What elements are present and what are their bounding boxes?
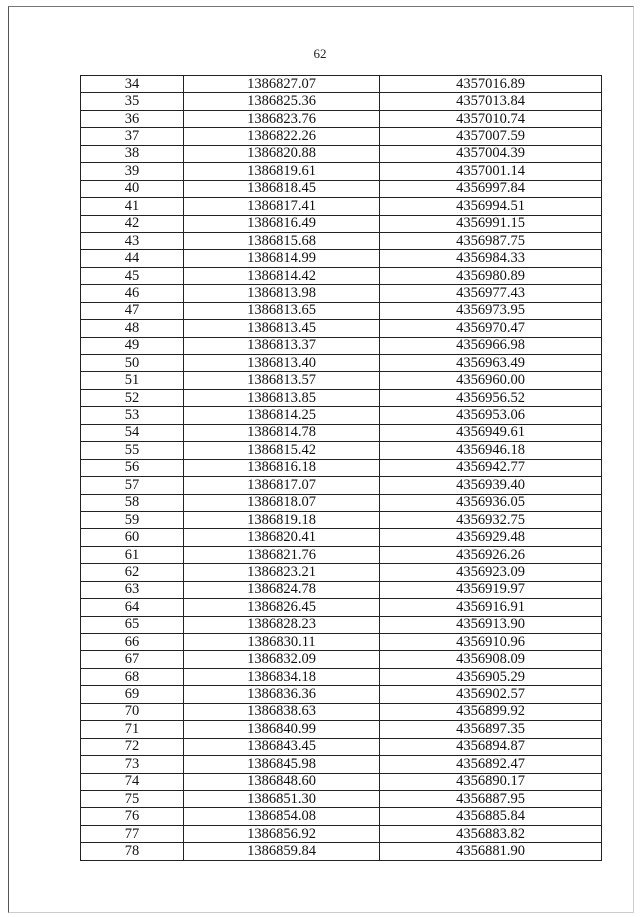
table-row [81,825,602,842]
y-coordinate-cell: 4357004.39 [380,145,602,162]
x-coordinate-cell: 1386813.40 [184,355,380,372]
point-number-cell: 70 [81,703,184,720]
table-row [81,581,602,598]
x-coordinate-cell: 1386819.18 [184,511,380,528]
x-coordinate-cell: 1386827.07 [184,76,380,93]
point-number-cell: 54 [81,424,184,441]
point-number-cell: 59 [81,511,184,528]
y-coordinate-cell: 4356936.05 [380,494,602,511]
point-number-cell: 53 [81,407,184,424]
table-row [81,285,602,302]
y-coordinate-cell: 4356905.29 [380,668,602,685]
x-coordinate-cell: 1386843.45 [184,738,380,755]
y-coordinate-cell: 4356923.09 [380,564,602,581]
table-row [81,756,602,773]
y-coordinate-cell: 4356929.48 [380,529,602,546]
x-coordinate-cell: 1386818.07 [184,494,380,511]
table-row [81,337,602,354]
point-number-cell: 66 [81,634,184,651]
x-coordinate-cell: 1386859.84 [184,843,380,860]
y-coordinate-cell: 4356973.95 [380,302,602,319]
x-coordinate-cell: 1386813.45 [184,320,380,337]
point-number-cell: 51 [81,372,184,389]
page-number: 62 [313,46,327,61]
x-coordinate-cell: 1386848.60 [184,773,380,790]
point-number-cell: 34 [81,76,184,93]
table-row [81,180,602,197]
y-coordinate-cell: 4356987.75 [380,232,602,249]
point-number-cell: 68 [81,668,184,685]
table-row [81,721,602,738]
y-coordinate-cell: 4356977.43 [380,285,602,302]
point-number-cell: 69 [81,686,184,703]
x-coordinate-cell: 1386813.85 [184,389,380,406]
table-row [81,128,602,145]
table-row [81,616,602,633]
x-coordinate-cell: 1386814.25 [184,407,380,424]
table-row [81,790,602,807]
table-row [81,494,602,511]
x-coordinate-cell: 1386817.41 [184,198,380,215]
x-coordinate-cell: 1386825.36 [184,93,380,110]
table-row [81,407,602,424]
point-number-cell: 78 [81,843,184,860]
point-number-cell: 74 [81,773,184,790]
point-number-cell: 76 [81,808,184,825]
y-coordinate-cell: 4356991.15 [380,215,602,232]
y-coordinate-cell: 4356926.26 [380,546,602,563]
x-coordinate-cell: 1386826.45 [184,599,380,616]
point-number-cell: 48 [81,320,184,337]
point-number-cell: 55 [81,442,184,459]
x-coordinate-cell: 1386815.42 [184,442,380,459]
table-row [81,302,602,319]
table-row [81,145,602,162]
x-coordinate-cell: 1386813.57 [184,372,380,389]
y-coordinate-cell: 4356887.95 [380,790,602,807]
point-number-cell: 67 [81,651,184,668]
point-number-cell: 63 [81,581,184,598]
point-number-cell: 56 [81,459,184,476]
y-coordinate-cell: 4356966.98 [380,337,602,354]
y-coordinate-cell: 4356984.33 [380,250,602,267]
table-row [81,686,602,703]
x-coordinate-cell: 1386830.11 [184,634,380,651]
table-row [81,564,602,581]
y-coordinate-cell: 4356881.90 [380,843,602,860]
x-coordinate-cell: 1386823.76 [184,110,380,127]
point-number-cell: 47 [81,302,184,319]
y-coordinate-cell: 4356916.91 [380,599,602,616]
x-coordinate-cell: 1386820.88 [184,145,380,162]
table-row [81,267,602,284]
point-number-cell: 61 [81,546,184,563]
x-coordinate-cell: 1386822.26 [184,128,380,145]
table-row [81,320,602,337]
table-row [81,424,602,441]
point-number-cell: 77 [81,825,184,842]
point-number-cell: 60 [81,529,184,546]
y-coordinate-cell: 4356894.87 [380,738,602,755]
y-coordinate-cell: 4357007.59 [380,128,602,145]
y-coordinate-cell: 4356902.57 [380,686,602,703]
point-number-cell: 42 [81,215,184,232]
point-number-cell: 72 [81,738,184,755]
y-coordinate-cell: 4356919.97 [380,581,602,598]
point-number-cell: 71 [81,721,184,738]
y-coordinate-cell: 4356885.84 [380,808,602,825]
x-coordinate-cell: 1386818.45 [184,180,380,197]
point-number-cell: 44 [81,250,184,267]
table-row [81,738,602,755]
point-number-cell: 41 [81,198,184,215]
table-row [81,773,602,790]
x-coordinate-cell: 1386840.99 [184,721,380,738]
y-coordinate-cell: 4356883.82 [380,825,602,842]
coordinates-table [80,75,602,861]
table-row [81,843,602,860]
table-row [81,668,602,685]
table-row [81,529,602,546]
x-coordinate-cell: 1386821.76 [184,546,380,563]
x-coordinate-cell: 1386834.18 [184,668,380,685]
x-coordinate-cell: 1386823.21 [184,564,380,581]
x-coordinate-cell: 1386816.18 [184,459,380,476]
table-row [81,511,602,528]
x-coordinate-cell: 1386819.61 [184,163,380,180]
x-coordinate-cell: 1386828.23 [184,616,380,633]
x-coordinate-cell: 1386814.78 [184,424,380,441]
point-number-cell: 37 [81,128,184,145]
x-coordinate-cell: 1386813.37 [184,337,380,354]
table-row [81,372,602,389]
point-number-cell: 45 [81,267,184,284]
table-row [81,232,602,249]
y-coordinate-cell: 4356899.92 [380,703,602,720]
table-row [81,459,602,476]
x-coordinate-cell: 1386836.36 [184,686,380,703]
y-coordinate-cell: 4356942.77 [380,459,602,476]
point-number-cell: 40 [81,180,184,197]
x-coordinate-cell: 1386854.08 [184,808,380,825]
y-coordinate-cell: 4356946.18 [380,442,602,459]
x-coordinate-cell: 1386814.42 [184,267,380,284]
y-coordinate-cell: 4356960.00 [380,372,602,389]
point-number-cell: 65 [81,616,184,633]
point-number-cell: 39 [81,163,184,180]
x-coordinate-cell: 1386851.30 [184,790,380,807]
y-coordinate-cell: 4356970.47 [380,320,602,337]
y-coordinate-cell: 4357013.84 [380,93,602,110]
x-coordinate-cell: 1386816.49 [184,215,380,232]
point-number-cell: 52 [81,389,184,406]
table-row [81,163,602,180]
y-coordinate-cell: 4356939.40 [380,477,602,494]
x-coordinate-cell: 1386820.41 [184,529,380,546]
y-coordinate-cell: 4357001.14 [380,163,602,180]
y-coordinate-cell: 4356994.51 [380,198,602,215]
point-number-cell: 35 [81,93,184,110]
table-row [81,250,602,267]
x-coordinate-cell: 1386856.92 [184,825,380,842]
point-number-cell: 43 [81,232,184,249]
table-row [81,389,602,406]
y-coordinate-cell: 4356908.09 [380,651,602,668]
y-coordinate-cell: 4356956.52 [380,389,602,406]
table-row [81,355,602,372]
table-row [81,599,602,616]
y-coordinate-cell: 4356897.35 [380,721,602,738]
x-coordinate-cell: 1386813.65 [184,302,380,319]
x-coordinate-cell: 1386824.78 [184,581,380,598]
x-coordinate-cell: 1386813.98 [184,285,380,302]
y-coordinate-cell: 4356963.49 [380,355,602,372]
x-coordinate-cell: 1386814.99 [184,250,380,267]
x-coordinate-cell: 1386815.68 [184,232,380,249]
table-row [81,215,602,232]
point-number-cell: 58 [81,494,184,511]
point-number-cell: 64 [81,599,184,616]
table-row [81,442,602,459]
table-row [81,546,602,563]
point-number-cell: 75 [81,790,184,807]
point-number-cell: 73 [81,756,184,773]
y-coordinate-cell: 4356953.06 [380,407,602,424]
coordinates-table-body [81,76,602,861]
table-row [81,808,602,825]
table-row [81,477,602,494]
table-row [81,651,602,668]
point-number-cell: 36 [81,110,184,127]
point-number-cell: 38 [81,145,184,162]
table-row [81,110,602,127]
table-row [81,634,602,651]
table-row [81,93,602,110]
point-number-cell: 57 [81,477,184,494]
table-row [81,76,602,93]
y-coordinate-cell: 4356910.96 [380,634,602,651]
point-number-cell: 50 [81,355,184,372]
y-coordinate-cell: 4356997.84 [380,180,602,197]
y-coordinate-cell: 4356913.90 [380,616,602,633]
x-coordinate-cell: 1386817.07 [184,477,380,494]
y-coordinate-cell: 4356932.75 [380,511,602,528]
table-row [81,198,602,215]
y-coordinate-cell: 4356949.61 [380,424,602,441]
point-number-cell: 62 [81,564,184,581]
y-coordinate-cell: 4356980.89 [380,267,602,284]
point-number-cell: 46 [81,285,184,302]
y-coordinate-cell: 4357016.89 [380,76,602,93]
y-coordinate-cell: 4356890.17 [380,773,602,790]
y-coordinate-cell: 4357010.74 [380,110,602,127]
y-coordinate-cell: 4356892.47 [380,756,602,773]
x-coordinate-cell: 1386845.98 [184,756,380,773]
point-number-cell: 49 [81,337,184,354]
table-row [81,703,602,720]
x-coordinate-cell: 1386832.09 [184,651,380,668]
x-coordinate-cell: 1386838.63 [184,703,380,720]
